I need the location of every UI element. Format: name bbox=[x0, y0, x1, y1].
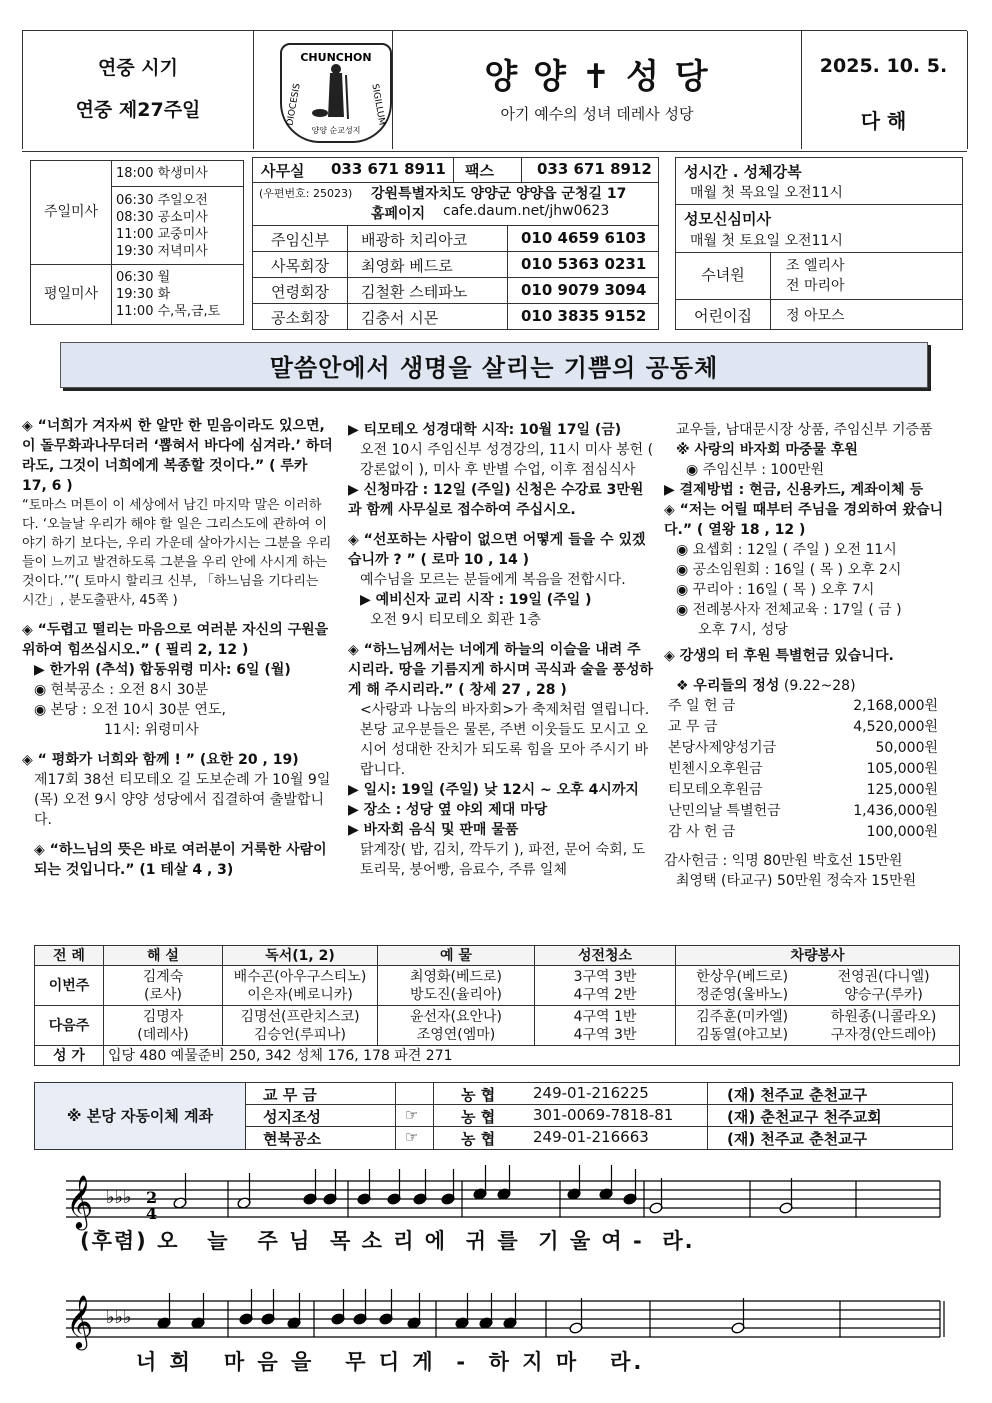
kindergarten-label: 어린이집 bbox=[694, 307, 752, 325]
diamond-icon: ◈ bbox=[664, 502, 680, 518]
main-church-time: ◉ 본당 : 오전 10시 30분 연도, bbox=[34, 702, 226, 718]
fax-number: 033 671 8912 bbox=[537, 160, 652, 178]
bazaar-prizes: 교우들, 남대문시장 상품, 주임신부 기증품 bbox=[676, 422, 933, 438]
schedule-4: ◉ 전례봉사자 전체교육 : 17일 ( 금 ) bbox=[676, 602, 902, 618]
staff-role-4: 공소회장 bbox=[271, 309, 329, 327]
column-middle bbox=[348, 420, 654, 880]
header-commentary: 해 설 bbox=[104, 946, 223, 966]
next-week-commentary: 김명자 (데레사) bbox=[104, 1006, 223, 1046]
fax-label: 팩스 bbox=[465, 162, 494, 180]
staff-role-3: 연령회장 bbox=[271, 283, 329, 301]
this-week-driving-2: 전영권(다니엘) 양승구(루카) bbox=[808, 966, 959, 1006]
header-offerings: 예 물 bbox=[378, 946, 535, 966]
diamond-icon: ◈ bbox=[22, 418, 38, 434]
sunday-mass-label: 주일미사 bbox=[31, 161, 112, 265]
quote-thessalonians: ◈ “하느님의 뜻은 바로 여러분이 거룩한 사람이 되는 것입니다.” (1 테살 4 , 3) bbox=[34, 842, 327, 878]
liturgical-season: 연중 시기 bbox=[97, 57, 179, 79]
staff-phone-3: 010 9079 3094 bbox=[521, 281, 647, 299]
sister-2: 전 마리아 bbox=[786, 278, 845, 294]
header-readings: 독서(1, 2) bbox=[223, 946, 378, 966]
header-right bbox=[800, 31, 968, 149]
staff-name-4: 김충서 시몬 bbox=[361, 309, 439, 327]
kindergarten-head: 정 아모스 bbox=[786, 308, 845, 324]
schedule-3: ◉ 꾸리아 : 16일 ( 목 ) 오후 7시 bbox=[676, 582, 875, 598]
payment-methods: ▶ 결제방법 : 현금, 신용카드, 계좌이체 등 bbox=[664, 482, 924, 498]
offering-period: (9.22~28) bbox=[783, 678, 856, 694]
this-week-commentary: 김계숙 (로사) bbox=[104, 966, 223, 1006]
weekday-time-3: 11:00 수,목,금,토 bbox=[116, 304, 221, 319]
schedule-1: ◉ 요셉회 : 12일 ( 주일 ) 오전 11시 bbox=[676, 542, 897, 558]
pointer-icon: ☞ bbox=[405, 1128, 419, 1146]
hymn-label: 성 가 bbox=[35, 1046, 104, 1066]
homepage-link[interactable]: cafe.daum.net/jhw0623 bbox=[443, 203, 610, 219]
column-left bbox=[22, 416, 334, 880]
bazaar-food: 닭계장( 밥, 김치, 깍두기 ), 파전, 문어 숙회, 도토리묵, 붕어빵, 음료수, 주류 일체 bbox=[360, 842, 646, 878]
this-week-driving-1: 한상우(베드로) 정준영(울바노) bbox=[676, 966, 809, 1006]
account-purpose-1: 교 무 금 bbox=[263, 1086, 317, 1104]
accounts-title: ※ 본당 자동이체 계좌 bbox=[35, 1083, 246, 1149]
offering-heading bbox=[664, 676, 966, 696]
mass-schedule bbox=[30, 160, 244, 325]
next-week-label: 다음주 bbox=[35, 1006, 104, 1046]
account-number-1[interactable]: 249-01-216225 bbox=[533, 1084, 649, 1102]
seal-bottom-text: 양양 순교성지 bbox=[311, 126, 361, 135]
account-holder-1: (재) 천주교 춘천교구 bbox=[727, 1086, 868, 1104]
postal-code: (우편번호: 25023) bbox=[259, 187, 353, 200]
offering-row: 주 일 헌 금 2,168,000원 bbox=[668, 698, 938, 714]
header-center bbox=[392, 31, 802, 149]
quote-luke: ◈ “너희가 겨자씨 한 알만 한 믿음이라도 있으면, 이 돌무화과나무더러 ‘뽑혀서 바다에 심겨라.’ 하더라도, 그것이 너희에게 복종할 것이다.” ( 루카 17, 6 ) bbox=[22, 418, 333, 494]
chuseok-mass: ▶ 한가위 (추석) 합동위령 미사: 6일 (월) bbox=[34, 662, 291, 678]
this-week-readings: 배수곤(아우구스티노) 이은자(베로니카) bbox=[223, 966, 378, 1006]
offering-row: 티모테오후원금 125,000원 bbox=[668, 782, 938, 798]
treble-clef-icon: 𝄞 bbox=[66, 1174, 94, 1228]
next-week-offerings: 윤선자(요안나) 조영연(엠마) bbox=[378, 1006, 535, 1046]
diamond-icon: ◈ bbox=[22, 622, 38, 638]
hymn-numbers: 입당 480 예물준비 250, 342 성체 176, 178 파견 271 bbox=[104, 1046, 960, 1066]
flat-icon: ♭♭♭ bbox=[106, 1307, 132, 1328]
account-purpose-3: 현북공소 bbox=[263, 1130, 321, 1148]
bazaar-notice: <사랑과 나눔의 바자회>가 축제처럼 열립니다. 본당 교우분들은 물론, 주변 이웃들도 모시고 오시어 성대한 잔치가 되도록 힘을 모아 주시기 바랍니다. bbox=[360, 702, 650, 778]
offering-row: 감 사 헌 금 100,000원 bbox=[668, 824, 938, 840]
treble-clef-icon: 𝄞 bbox=[66, 1294, 94, 1348]
motto-banner: 말씀안에서 생명을 살리는 기쁨의 공동체 bbox=[60, 342, 928, 388]
reflection-text: “토마스 머튼이 이 세상에서 남긴 마지막 말은 이러하다. ‘오늘날 우리가 해야 할 일은 그리스도에 관하여 이야기 하기 보다는, 우리 가운데 살아가시는 그분을 우리들이 느끼고 발견하도록 그분을 우리 안에 사시게 하는 것이다.’”( 토마시 할리크 신부, 「하느님을 기다리는 시간」, 분도출판사, 45쪽 ) bbox=[22, 498, 332, 608]
bazaar-sponsor-title: ※ 사랑의 바자회 마중물 후원 bbox=[676, 442, 858, 458]
pointer-icon: ☞ bbox=[405, 1106, 419, 1124]
next-week-readings: 김명선(프란치스코) 김승언(루피나) bbox=[223, 1006, 378, 1046]
offering-row: 본당사제양성기금 50,000원 bbox=[668, 740, 938, 756]
header-left bbox=[22, 31, 254, 149]
quote-john: ◈ “ 평화가 너희와 함께 ! ” (요한 20 , 19) bbox=[22, 752, 299, 768]
staff-phone-1: 010 4659 6103 bbox=[521, 229, 647, 247]
address: 강원특별자치도 양양군 양양읍 군청길 17 bbox=[371, 186, 627, 202]
sunday-time-3: 11:00 교중미사 bbox=[116, 226, 208, 242]
quote-genesis: ◈ “하느님께서는 너에게 하늘의 이슬을 내려 주시리라. 땅을 기름지게 하시며 곡식과 술을 풍성하게 해 주시리라.” ( 창세 27 , 28 ) bbox=[348, 642, 654, 698]
staff-role-2: 사목회장 bbox=[271, 257, 329, 275]
weekday-mass-label: 평일미사 bbox=[31, 265, 112, 325]
header bbox=[22, 30, 967, 152]
catechumen-start: ▶ 예비신자 교리 시작 : 19일 (주일 ) bbox=[360, 592, 592, 608]
quote-romans-detail: 예수님을 모르는 분들에게 복음을 전합시다. bbox=[360, 572, 626, 588]
lyrics-line-1: (후렴) 오 늘 주 님 목 소 리 에 귀 를 기 울 여 - 라. bbox=[80, 1229, 695, 1253]
sunday-time-1: 06:30 주일오전 bbox=[116, 192, 208, 208]
bazaar-sponsor: ◉ 주임신부 : 100만원 bbox=[686, 462, 825, 478]
special-collection: ◈ 강생의 터 후원 특별헌금 있습니다. bbox=[664, 648, 894, 664]
hyeonbuk-time: ◉ 현북공소 : 오전 8시 30분 bbox=[34, 682, 209, 698]
next-week-driving-1: 김주훈(미카엘) 김동열(야고보) bbox=[676, 1006, 809, 1046]
staff-phone-2: 010 5363 0231 bbox=[521, 255, 647, 273]
seal-right-text: SIGILLUM bbox=[369, 83, 387, 127]
account-number-2[interactable]: 301-0069-7818-81 bbox=[533, 1106, 674, 1124]
next-week-driving-2: 하원종(니콜라오) 구자경(안드레아) bbox=[808, 1006, 959, 1046]
parish-name: 양 양 ✝ 성 당 bbox=[484, 57, 710, 97]
catechumen-detail: 오전 9시 티모테오 회관 1층 bbox=[370, 612, 541, 628]
office-phone-row bbox=[253, 158, 658, 183]
account-bank-2: 농 협 bbox=[461, 1108, 496, 1126]
holy-hour-title: 성시간 . 성체강복 bbox=[684, 163, 802, 181]
header-liturgy: 전 례 bbox=[35, 946, 104, 966]
thanks-line-1: 감사헌금 : 익명 80만원 박호선 15만원 bbox=[664, 853, 903, 869]
diamond-icon: ◈ bbox=[664, 648, 680, 664]
holy-hour-time: 매월 첫 목요일 오전11시 bbox=[690, 185, 843, 201]
staff-role-1: 주임신부 bbox=[271, 231, 329, 249]
seal-left-text: DIOCESIS bbox=[285, 82, 303, 127]
diamond-icon: ◈ bbox=[34, 842, 50, 858]
weekday-mass-times bbox=[112, 265, 244, 325]
liturgical-week: 연중 제27주일 bbox=[75, 99, 201, 121]
schedule-4-tail: 오후 7시, 성당 bbox=[698, 622, 788, 638]
offering-row: 난민의날 특별헌금 1,436,000원 bbox=[668, 803, 938, 819]
homepage-label: 홈페이지 bbox=[371, 206, 426, 222]
staff-name-1: 배광하 치리아코 bbox=[361, 231, 468, 249]
office-label: 사무실 bbox=[261, 162, 305, 180]
staff-name-2: 최영화 베드로 bbox=[361, 257, 453, 275]
flat-icon: ♭♭♭ bbox=[106, 1187, 132, 1208]
quote-romans: ◈ “선포하는 사람이 없으면 어떻게 들을 수 있겠습니까 ? ” ( 로마 10 , 14 ) bbox=[348, 532, 646, 568]
offering-row: 교 무 금 4,520,000원 bbox=[668, 719, 938, 735]
account-bank-1: 농 협 bbox=[461, 1086, 496, 1104]
schedule-2: ◉ 공소임원회 : 16일 ( 목 ) 오후 2시 bbox=[676, 562, 902, 578]
marian-mass-title: 성모신심미사 bbox=[684, 210, 771, 228]
bazaar-place: ▶ 장소 : 성당 옆 야외 제대 마당 bbox=[348, 802, 548, 818]
thanks-line-2: 최영택 (타교구) 50만원 정숙자 15만원 bbox=[676, 873, 917, 889]
bazaar-food-title: ▶ 바자회 음식 및 판매 물품 bbox=[348, 822, 519, 838]
side-info bbox=[675, 157, 963, 330]
service-roster bbox=[34, 945, 960, 1066]
staff-1 bbox=[66, 1165, 940, 1230]
marian-mass-time: 매월 첫 토요일 오전11시 bbox=[690, 233, 843, 249]
this-week-cleaning: 3구역 3반 4구역 2반 bbox=[535, 966, 676, 1006]
quote-kings: ◈ “저는 어릴 때부터 주님을 경외하여 왔습니다.” ( 열왕 18 , 12 ) bbox=[664, 502, 944, 538]
this-week-offerings: 최영화(베드로) 방도진(율리아) bbox=[378, 966, 535, 1006]
offering-row: 빈첸시오후원금 105,000원 bbox=[668, 761, 938, 777]
office-info bbox=[252, 157, 659, 330]
pilgrimage-notice: 제17회 38선 티모테오 길 도보순례 가 10월 9일(목) 오전 9시 양양 성당에서 집결하여 출발합니다. bbox=[34, 772, 331, 828]
bazaar-date: ▶ 일시: 19일 (주일) 낮 12시 ~ 오후 4시까지 bbox=[348, 782, 639, 798]
time-signature-top: 2 bbox=[146, 1188, 158, 1207]
quote-philippians: ◈ “두렵고 떨리는 마음으로 여러분 자신의 구원을 위하여 힘쓰십시오.” ( 필리 2, 12 ) bbox=[22, 622, 329, 658]
header-cleaning: 성전청소 bbox=[535, 946, 676, 966]
account-number-3[interactable]: 249-01-216663 bbox=[533, 1128, 649, 1146]
seal-icon bbox=[282, 45, 390, 141]
bank-accounts bbox=[34, 1082, 953, 1150]
time-signature-bottom: 4 bbox=[146, 1204, 158, 1223]
office-phone: 033 671 8911 bbox=[331, 160, 446, 178]
lyrics-line-2: 너 희 마 음 을 무 디 게 - 하 지 마 라. bbox=[136, 1350, 645, 1374]
offering-title: ❖ 우리들의 정성 bbox=[676, 678, 780, 694]
sunday-mass-times bbox=[112, 187, 244, 265]
bulletin-date: 2025. 10. 5. bbox=[819, 55, 948, 77]
account-holder-3: (재) 천주교 춘천교구 bbox=[727, 1130, 868, 1148]
registration-deadline: ▶ 신청마감 : 12일 (주일) 신청은 수강료 3만원과 함께 사무실로 접수하여 주십시오. bbox=[348, 482, 644, 518]
diamond-icon: ◈ bbox=[348, 642, 364, 658]
account-bank-3: 농 협 bbox=[461, 1130, 496, 1148]
sister-1: 조 엘리사 bbox=[786, 258, 845, 274]
main-church-time-2: 11시: 위령미사 bbox=[104, 722, 199, 738]
staff-2 bbox=[66, 1289, 944, 1350]
account-holder-2: (재) 춘천교구 천주교회 bbox=[727, 1108, 882, 1126]
parish-patron: 아기 예수의 성녀 데레사 성당 bbox=[500, 105, 694, 123]
seal-top-text: CHUNCHON bbox=[300, 51, 372, 64]
offering-list bbox=[664, 696, 938, 843]
bible-college-detail: 오전 10시 주임신부 성경강의, 11시 미사 봉헌 ( 강론없이 ), 미사 후 반별 수업, 이후 점심식사 bbox=[360, 442, 654, 478]
weekday-time-1: 06:30 월 bbox=[116, 270, 171, 285]
weekday-time-2: 19:30 화 bbox=[116, 287, 171, 302]
next-week-cleaning: 4구역 1반 4구역 3반 bbox=[535, 1006, 676, 1046]
sisters-label: 수녀원 bbox=[701, 266, 745, 284]
header-driving: 차량봉사 bbox=[676, 946, 960, 966]
account-purpose-2: 성지조성 bbox=[263, 1108, 321, 1126]
diamond-icon: ◈ bbox=[348, 532, 364, 548]
year-cycle: 다 해 bbox=[860, 109, 907, 133]
column-right bbox=[664, 420, 966, 891]
sunday-time-2: 08:30 공소미사 bbox=[116, 209, 208, 225]
staff-list bbox=[253, 225, 658, 329]
staff-phone-4: 010 3835 9152 bbox=[521, 307, 647, 325]
bible-college-start: ▶ 티모테오 성경대학 시작: 10월 17일 (금) bbox=[348, 422, 622, 438]
diocese-seal bbox=[280, 43, 392, 143]
sunday-time-4: 19:30 저녁미사 bbox=[116, 243, 208, 259]
staff-name-3: 김철환 스테파노 bbox=[361, 283, 468, 301]
this-week-label: 이번주 bbox=[35, 966, 104, 1006]
diamond-icon: ◈ bbox=[22, 752, 38, 768]
saturday-mass: 18:00 학생미사 bbox=[112, 161, 244, 187]
